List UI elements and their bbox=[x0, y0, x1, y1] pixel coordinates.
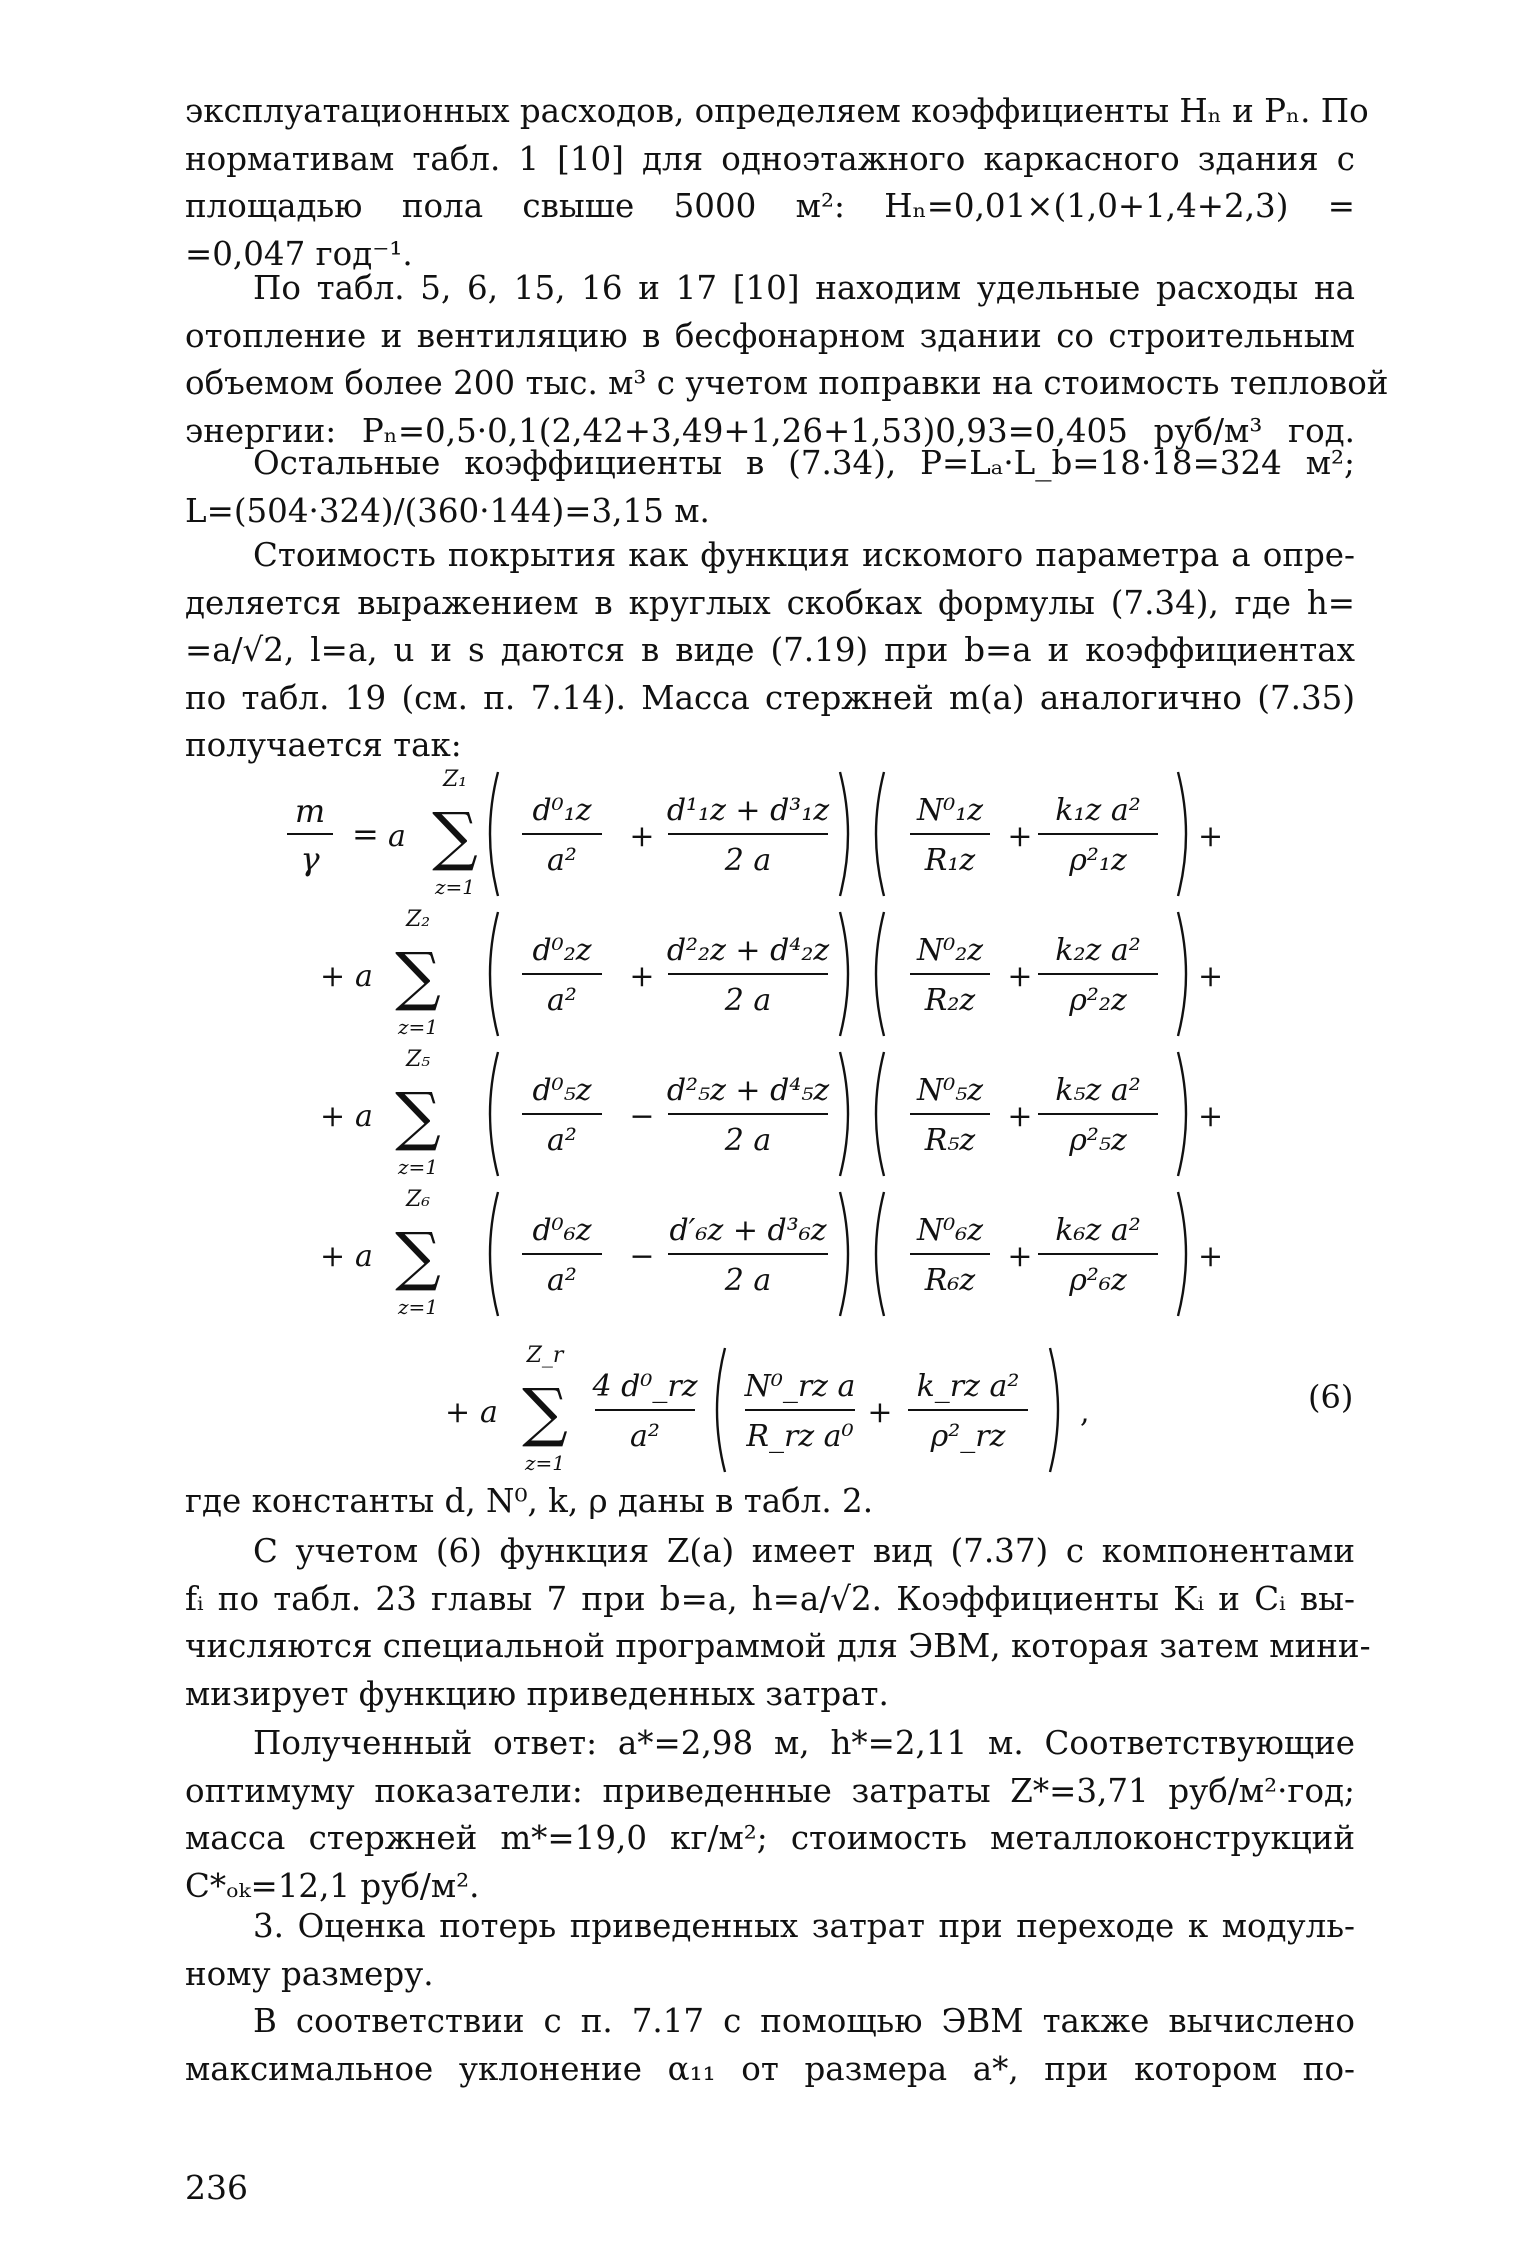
paragraph-deviation bbox=[185, 1998, 1355, 2093]
text-line: по табл. 19 (см. п. 7.14). Масса стержней m(a) аналогично (7.35) bbox=[185, 678, 1355, 717]
close-paren bbox=[840, 772, 848, 896]
plus-sign: + bbox=[1198, 1239, 1224, 1274]
text-line: числяются специальной программой для ЭВМ, которая затем мини- bbox=[185, 1627, 1371, 1665]
fraction-n-denominator: R₁z bbox=[924, 843, 976, 878]
close-paren bbox=[1178, 1192, 1186, 1316]
text-line: площадью пола свыше 5000 м²: Hₙ=0,01×(1,0+1,4+2,3) = bbox=[185, 187, 1355, 225]
operator: − bbox=[629, 1239, 655, 1274]
plus-sign: + bbox=[1007, 959, 1033, 994]
fraction-d0-numerator: d⁰₅z bbox=[532, 1073, 592, 1108]
close-paren bbox=[1050, 1348, 1058, 1472]
plus-sign: + bbox=[1007, 819, 1033, 854]
equation-rows bbox=[320, 767, 1223, 1475]
plus-sign: + bbox=[320, 1099, 346, 1134]
text-line: нормативам табл. 1 [10] для одноэтажного каркасного здания с bbox=[185, 139, 1355, 178]
close-paren bbox=[1178, 772, 1186, 896]
paragraph-loss-estimate bbox=[185, 1903, 1355, 1998]
plus-sign: + bbox=[1007, 1239, 1033, 1274]
paragraph-function-z bbox=[185, 1528, 1371, 1718]
fraction-n-denominator: R₆z bbox=[924, 1263, 976, 1298]
close-paren bbox=[840, 912, 848, 1036]
coef-a: a bbox=[355, 1239, 373, 1274]
open-paren bbox=[490, 912, 498, 1036]
plus-sign: + bbox=[1198, 1099, 1224, 1134]
page-number: 236 bbox=[185, 2168, 248, 2207]
fraction-k-denominator: ρ²₅z bbox=[1069, 1123, 1127, 1158]
text-line: L=(504·324)/(360·144)=3,15 м. bbox=[185, 491, 710, 530]
paragraph-heating-costs bbox=[185, 265, 1389, 455]
text-line: С учетом (6) функция Z(a) имеет вид (7.37) с компонентами bbox=[253, 1532, 1355, 1570]
plus-sign: + bbox=[867, 1395, 893, 1430]
close-paren bbox=[1178, 912, 1186, 1036]
text-line: эксплуатационных расходов, определяем коэффициенты Hₙ и Pₙ. По bbox=[185, 92, 1369, 130]
paragraph-constants bbox=[185, 1478, 1355, 1526]
paragraph-roof-cost bbox=[185, 532, 1355, 770]
equation-number: (6) bbox=[1308, 1378, 1354, 1416]
fraction-k-numerator: k₁z a² bbox=[1055, 793, 1141, 828]
fraction-d0-denominator: a² bbox=[547, 1123, 577, 1158]
fraction-d-denominator: 2 a bbox=[724, 1123, 772, 1158]
paragraph-other-coefficients bbox=[185, 440, 1355, 535]
sum-4-sigma: ∑ bbox=[395, 1220, 441, 1294]
open-paren bbox=[490, 1192, 498, 1316]
fraction-n-numerator: N⁰₂z bbox=[916, 933, 984, 968]
fraction-k-denominator: ρ²₂z bbox=[1069, 983, 1127, 1018]
equals-sign: = bbox=[352, 815, 379, 853]
plus-sign: + bbox=[320, 959, 346, 994]
plus-sign: + bbox=[320, 1239, 346, 1274]
text-line: мизирует функцию приведенных затрат. bbox=[185, 1674, 889, 1713]
fraction-d-numerator: d²₅z + d⁴₅z bbox=[666, 1073, 830, 1108]
coef-a: a bbox=[480, 1395, 498, 1430]
text-line: C*ₒₖ=12,1 руб/м². bbox=[185, 1866, 480, 1905]
sum-2-upper-limit: Z₂ bbox=[405, 907, 431, 932]
open-paren bbox=[490, 772, 498, 896]
lhs-denominator: γ bbox=[300, 840, 320, 878]
text-line: получается так: bbox=[185, 726, 462, 764]
comma: , bbox=[1080, 1395, 1090, 1430]
plus-sign: + bbox=[1198, 959, 1224, 994]
text-line: Стоимость покрытия как функция искомого параметра a опре- bbox=[253, 536, 1355, 574]
fraction-d0-numerator: d⁰₆z bbox=[532, 1213, 592, 1248]
sum-1-lower-limit: z=1 bbox=[434, 875, 476, 899]
fraction-d-denominator: 2 a bbox=[724, 983, 772, 1018]
text-line: По табл. 5, 6, 15, 16 и 17 [10] находим удельные расходы на bbox=[253, 269, 1355, 307]
fraction-n-denominator: R_rz a⁰ bbox=[746, 1419, 854, 1454]
open-paren bbox=[876, 1052, 884, 1176]
fraction-n-numerator: N⁰₅z bbox=[916, 1073, 984, 1108]
operator: − bbox=[629, 1099, 655, 1134]
fraction-4d0-numerator: 4 d⁰_rz bbox=[592, 1369, 698, 1404]
sum-r-upper-limit: Z_r bbox=[526, 1343, 564, 1368]
close-paren bbox=[840, 1192, 848, 1316]
text-line: энергии: Pₙ=0,5·0,1(2,42+3,49+1,26+1,53)0,93=0,405 руб/м³ год. bbox=[185, 411, 1355, 450]
fraction-d0-denominator: a² bbox=[547, 843, 577, 878]
sum-1-sigma: ∑ bbox=[432, 800, 478, 874]
fraction-k-denominator: ρ²₆z bbox=[1069, 1263, 1127, 1298]
text-line: Полученный ответ: a*=2,98 м, h*=2,11 м. Соответствующие bbox=[253, 1724, 1355, 1762]
fraction-d0-numerator: d⁰₁z bbox=[532, 793, 592, 828]
fraction-n-denominator: R₅z bbox=[924, 1123, 976, 1158]
equation-6 bbox=[0, 760, 1536, 1500]
operator: + bbox=[629, 819, 655, 854]
sum-1-upper-limit: Z₁ bbox=[442, 767, 468, 792]
fraction-k-numerator: k_rz a² bbox=[916, 1369, 1020, 1404]
open-paren bbox=[490, 1052, 498, 1176]
plus-sign: + bbox=[1198, 819, 1224, 854]
coef-a: a bbox=[388, 819, 406, 854]
coef-a: a bbox=[355, 959, 373, 994]
operator: + bbox=[629, 959, 655, 994]
fraction-k-denominator: ρ²_rz bbox=[930, 1419, 1006, 1454]
fraction-k-numerator: k₂z a² bbox=[1055, 933, 1141, 968]
fraction-d0-denominator: a² bbox=[547, 983, 577, 1018]
text-line: объемом более 200 тыс. м³ с учетом поправки на стоимость тепловой bbox=[185, 364, 1389, 402]
open-paren bbox=[876, 1192, 884, 1316]
text-line: ному размеру. bbox=[185, 1954, 434, 1993]
text-line: =0,047 год⁻¹. bbox=[185, 234, 413, 273]
text-line: деляется выражением в круглых скобках формулы (7.34), где h= bbox=[185, 583, 1355, 622]
fraction-d-numerator: d²₂z + d⁴₂z bbox=[666, 933, 830, 968]
lhs-numerator: m bbox=[294, 792, 326, 830]
text-line: максимальное уклонение α₁₁ от размера a*, при котором по- bbox=[185, 2049, 1355, 2088]
fraction-k-numerator: k₅z a² bbox=[1055, 1073, 1141, 1108]
text-line: где константы d, N⁰, k, ρ даны в табл. 2. bbox=[185, 1482, 874, 1520]
sum-2-lower-limit: z=1 bbox=[397, 1015, 439, 1039]
fraction-d-numerator: d′₆z + d³₆z bbox=[669, 1213, 827, 1248]
plus-sign: + bbox=[445, 1395, 471, 1430]
text-line: масса стержней m*=19,0 кг/м²; стоимость металлоконструкций bbox=[185, 1819, 1355, 1857]
text-line: В соответствии с п. 7.17 с помощью ЭВМ также вычислено bbox=[253, 2002, 1355, 2040]
sum-3-sigma: ∑ bbox=[395, 1080, 441, 1154]
sum-2-sigma: ∑ bbox=[395, 940, 441, 1014]
fraction-n-numerator: N⁰_rz a bbox=[744, 1369, 856, 1404]
fraction-d0-denominator: a² bbox=[547, 1263, 577, 1298]
fraction-n-denominator: R₂z bbox=[924, 983, 976, 1018]
open-paren bbox=[876, 772, 884, 896]
fraction-d-denominator: 2 a bbox=[724, 1263, 772, 1298]
sum-r-sigma: ∑ bbox=[522, 1376, 568, 1450]
text-line: =a/√2, l=a, u и s даются в виде (7.19) при b=a и коэффициентах bbox=[185, 631, 1355, 669]
text-line: fᵢ по табл. 23 главы 7 при b=a, h=a/√2. Коэффициенты Kᵢ и Cᵢ вы- bbox=[185, 1579, 1355, 1618]
fraction-k-numerator: k₆z a² bbox=[1055, 1213, 1141, 1248]
sum-r-lower-limit: z=1 bbox=[524, 1451, 566, 1475]
text-line: отопление и вентиляцию в бесфонарном здании со строительным bbox=[185, 316, 1355, 355]
fraction-4d0-denominator: a² bbox=[630, 1419, 660, 1454]
close-paren bbox=[840, 1052, 848, 1176]
fraction-d-denominator: 2 a bbox=[724, 843, 772, 878]
sum-3-lower-limit: z=1 bbox=[397, 1155, 439, 1179]
sum-3-upper-limit: Z₅ bbox=[405, 1047, 431, 1072]
sum-4-upper-limit: Z₆ bbox=[405, 1187, 431, 1212]
paragraph-operating-costs bbox=[185, 88, 1369, 278]
text-line: 3. Оценка потерь приведенных затрат при переходе к модуль- bbox=[253, 1907, 1355, 1945]
open-paren bbox=[717, 1348, 725, 1472]
close-paren bbox=[1178, 1052, 1186, 1176]
plus-sign: + bbox=[1007, 1099, 1033, 1134]
fraction-n-numerator: N⁰₆z bbox=[916, 1213, 984, 1248]
fraction-k-denominator: ρ²₁z bbox=[1069, 843, 1127, 878]
fraction-n-numerator: N⁰₁z bbox=[916, 793, 984, 828]
text-line: Остальные коэффициенты в (7.34), P=Lₐ·L_b=18·18=324 м²; bbox=[253, 444, 1355, 482]
coef-a: a bbox=[355, 1099, 373, 1134]
text-line: оптимуму показатели: приведенные затраты Z*=3,71 руб/м²·год; bbox=[185, 1771, 1355, 1810]
paragraph-answer bbox=[185, 1720, 1355, 1910]
fraction-d0-numerator: d⁰₂z bbox=[532, 933, 592, 968]
open-paren bbox=[876, 912, 884, 1036]
sum-4-lower-limit: z=1 bbox=[397, 1295, 439, 1319]
fraction-d-numerator: d¹₁z + d³₁z bbox=[666, 793, 830, 828]
